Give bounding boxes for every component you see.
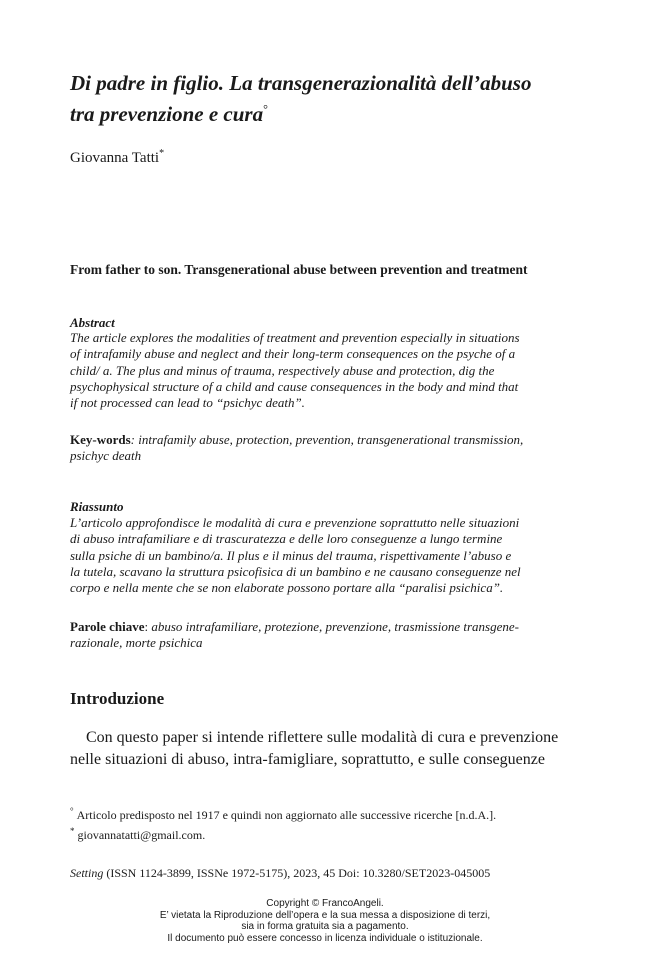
parole-chiave-values-line-1: abuso intrafamiliare, protezione, prevenzione, trasmissione transgene-: [151, 619, 519, 634]
intro-line-1: Con questo paper si intende riflettere sulle modalità di cura e prevenzione: [86, 729, 559, 746]
article-title: [70, 70, 610, 127]
parole-chiave: [70, 619, 582, 652]
author-footnote-mark: *: [159, 148, 165, 159]
abstract-line: of intrafamily abuse and neglect and their long-term consequences on the psyche of a: [70, 346, 516, 362]
riassunto-line: sulla psiche di un bambino/a. Il plus e il minus del trauma, rispettivamente l’abuso e: [70, 547, 512, 563]
abstract-line: The article explores the modalities of treatment and prevention especially in situations: [70, 330, 520, 345]
keywords-separator: :: [130, 432, 139, 447]
author-name: Giovanna Tatti: [70, 150, 160, 166]
title-line-2: tra prevenzione e cura: [70, 102, 264, 126]
copyright-notice: [0, 898, 650, 944]
copyright-line: sia in forma gratuita sia a pagamento.: [241, 921, 409, 932]
keywords-label: Key-words: [70, 432, 131, 447]
copyright-line: E’ vietata la Riproduzione dell’opera e la sua messa a disposizione di terzi,: [159, 909, 491, 921]
abstract-line: if not processed can lead to “psichyc death”.: [70, 395, 305, 411]
abstract-line: child/ a. The plus and minus of trauma, respectively abuse and protection, dig the: [70, 362, 495, 378]
riassunto-text: [70, 515, 582, 596]
journal-name: Setting: [70, 866, 104, 880]
keywords-values-line-1: intrafamily abuse, protection, prevention, transgenerational transmission,: [138, 432, 524, 447]
footnote-mark: *: [70, 826, 75, 836]
abstract-text: [70, 330, 582, 411]
author-line: [70, 148, 164, 167]
section-heading-introduzione: Introduzione: [70, 689, 165, 708]
riassunto-line: di abuso intrafamiliare e di trascuratezza e delle loro conseguenze a lungo termine: [70, 531, 503, 547]
journal-details: (ISSN 1124-3899, ISSNe 1972-5175), 2023, 45 Doi: 10.3280/SET2023-045005: [103, 866, 491, 880]
riassunto-line: corpo e nella mente che se non elaborate possono portare alla “paralisi psichica”.: [70, 580, 504, 596]
copyright-line: Il documento può essere concesso in licenza individuale o istituzionale.: [167, 932, 483, 944]
parole-chiave-label: Parole chiave: [70, 619, 145, 634]
english-title: From father to son. Transgenerational abuse between prevention and treatment: [70, 262, 528, 277]
keywords: [70, 432, 582, 465]
intro-line-2: nelle situazioni di abuso, intra-famigliare, soprattutto, e sulle conseguenze: [70, 751, 545, 768]
parole-chiave-separator: :: [144, 619, 152, 634]
keywords-values-line-2: psichyc death: [70, 448, 142, 464]
title-line-1: Di padre in figlio. La transgenerazionalità dell’abuso: [70, 71, 532, 95]
intro-paragraph: [70, 727, 582, 771]
riassunto-line: L’articolo approfondisce le modalità di cura e prevenzione soprattutto nelle situazioni: [70, 515, 520, 530]
footnote: [70, 826, 205, 843]
copyright-line: Copyright © FrancoAngeli.: [266, 898, 384, 909]
abstract-label: Abstract: [70, 315, 115, 330]
footnote-email: giovannatatti@gmail.com.: [77, 828, 206, 842]
riassunto-line: la tutela, scavano la struttura psicofisica di un bambino e ne causano conseguenze nel: [70, 563, 521, 579]
journal-citation: [70, 866, 490, 881]
abstract-line: psychophysical structure of a child and cause consequences in the body and mind that: [70, 378, 519, 394]
footnote-text: Articolo predisposto nel 1917 e quindi non aggiornato alle successive ricerche [n.d.A.].: [76, 808, 497, 822]
parole-chiave-values-line-2: razionale, morte psichica: [70, 635, 203, 651]
footnote: [70, 806, 496, 823]
title-footnote-mark: °: [263, 102, 268, 116]
riassunto-label: Riassunto: [70, 499, 124, 514]
footnote-mark: °: [70, 806, 74, 816]
